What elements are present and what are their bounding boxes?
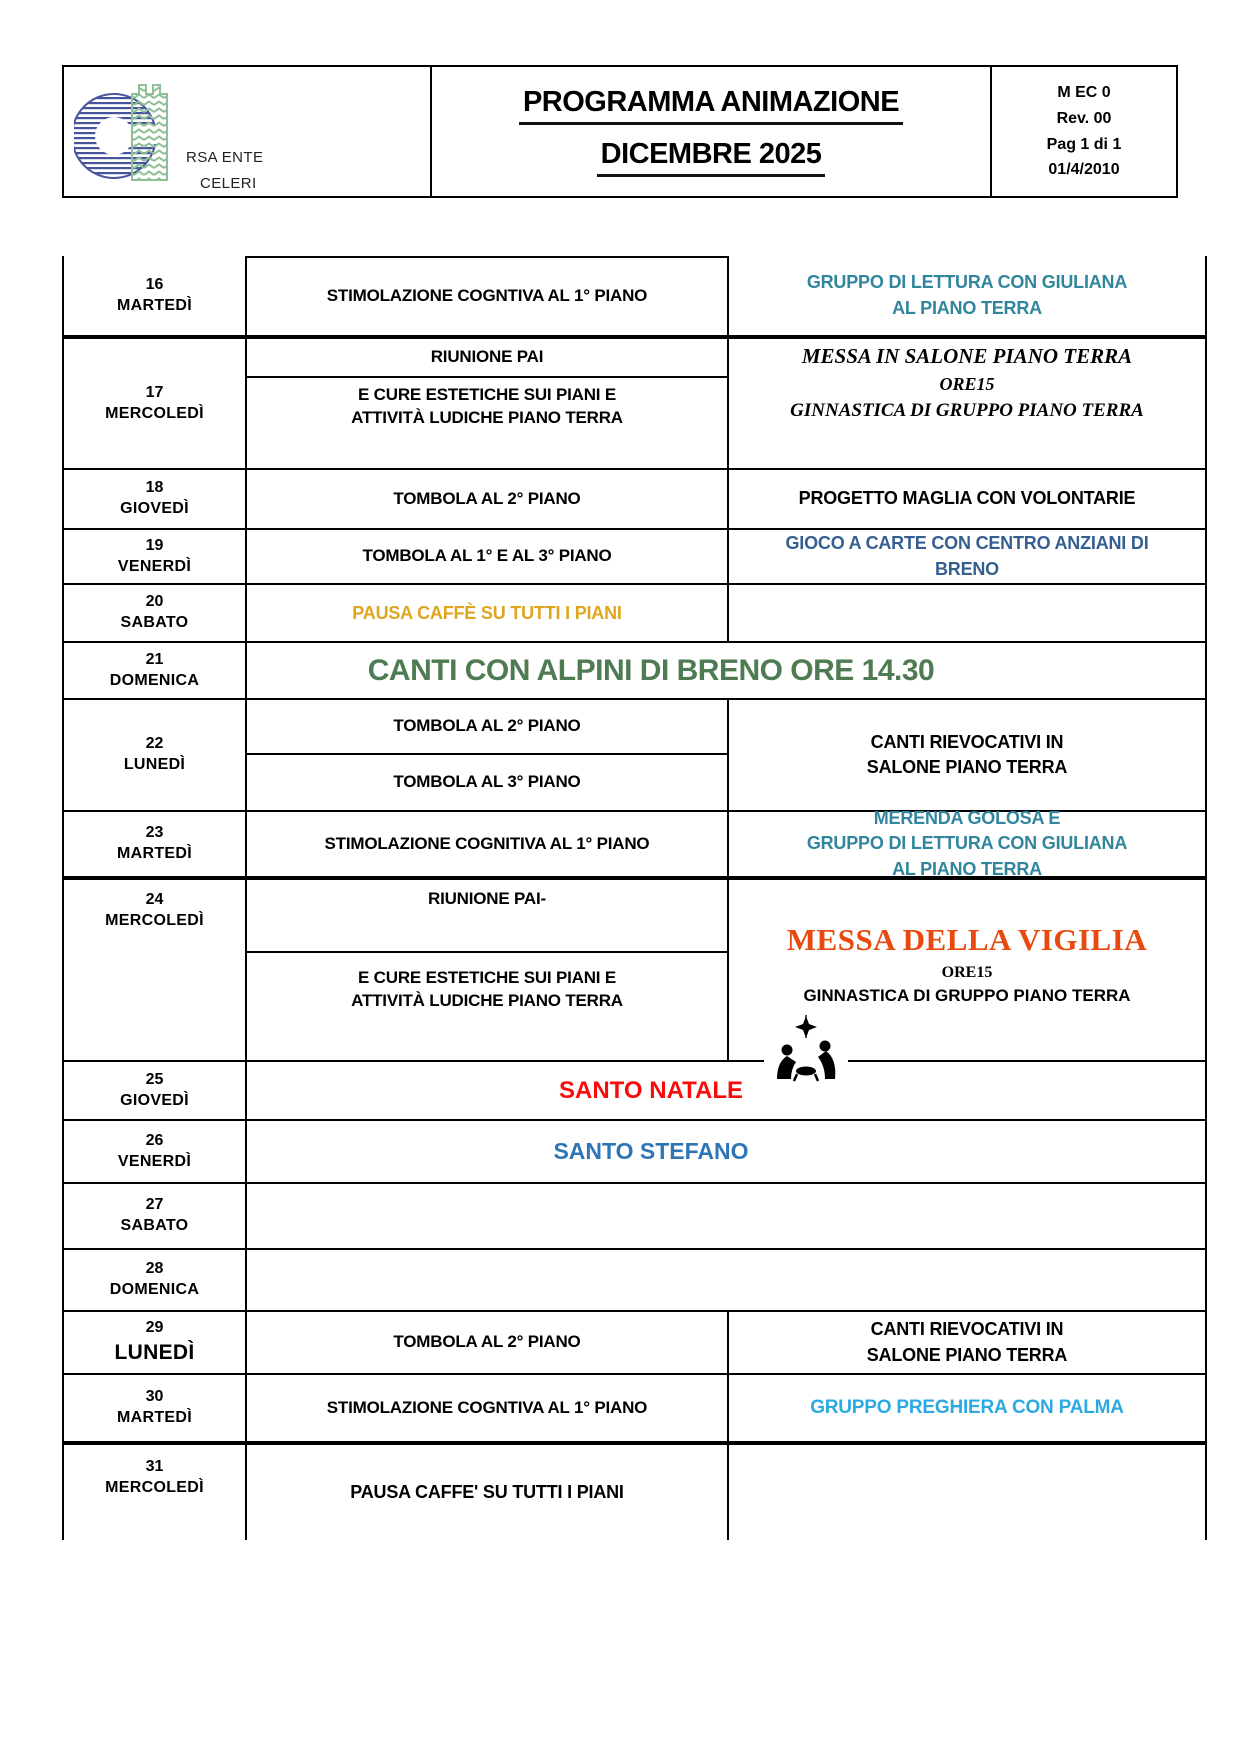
weekday-label: LUNEDÌ (123, 756, 186, 773)
banner-cell (247, 643, 1205, 698)
table-row-19 (64, 530, 1205, 585)
day-cell (64, 339, 247, 468)
schedule-table (62, 256, 1207, 1540)
activity-text: E CURE ESTETICHE SUI PIANI E (358, 385, 616, 404)
day-number: 31 (145, 1458, 164, 1475)
day-number: 18 (145, 479, 164, 497)
activity-subcell (247, 378, 727, 468)
activity-cell (247, 700, 729, 810)
day-cell (64, 700, 247, 810)
event-text: GRUPPO DI LETTURA CON GIULIANA (806, 833, 1128, 854)
doc-code: M EC 0 (1057, 84, 1111, 102)
day-number: 27 (145, 1196, 164, 1214)
activity-text: TOMBOLA AL 2° PIANO (393, 1332, 581, 1352)
activity-text: STIMOLAZIONE COGNITIVA AL 1° PIANO (324, 833, 650, 853)
event-text: CANTI RIEVOCATIVI IN (870, 1319, 1064, 1340)
activity-text: ATTIVITÀ LUDICHE PIANO TERRA (351, 407, 623, 427)
weekday-label: VENERDÌ (117, 557, 192, 575)
event-text: MERENDA GOLOSA E (873, 808, 1061, 829)
weekday-label: DOMENICA (109, 1281, 200, 1298)
event-cell (729, 808, 1205, 879)
doc-date: 01/4/2010 (1048, 161, 1120, 179)
day-number: 21 (145, 650, 164, 668)
activity-subcell (247, 755, 727, 810)
banner-cell-empty (247, 1250, 1205, 1310)
day-cell (64, 1121, 247, 1182)
day-number: 29 (145, 1319, 164, 1337)
weekday-label: SABATO (120, 1217, 189, 1234)
activity-subcell (247, 880, 727, 953)
event-cell (729, 470, 1205, 528)
activity-text: E CURE ESTETICHE SUI PIANI E (358, 968, 616, 987)
event-text: AL PIANO TERRA (892, 297, 1042, 318)
day-cell (64, 256, 247, 335)
banner-text: SANTO STEFANO (553, 1138, 749, 1164)
event-cell (729, 1312, 1205, 1373)
event-text: GINNASTICA DI GRUPPO PIANO TERRA (803, 985, 1131, 1005)
day-number: 20 (145, 593, 164, 611)
banner-text: CANTI CON ALPINI DI BRENO ORE 14.30 (367, 653, 935, 687)
activity-text: STIMOLAZIONE COGNTIVA AL 1° PIANO (326, 1397, 648, 1417)
table-row-26 (64, 1121, 1205, 1184)
activity-text: RIUNIONE PAI- (428, 889, 546, 908)
banner-text: SANTO NATALE (559, 1076, 743, 1104)
event-time: ORE15 (939, 374, 995, 394)
activity-cell (247, 812, 729, 876)
event-cell (729, 256, 1205, 335)
day-number: 25 (145, 1070, 164, 1088)
event-cell (729, 700, 1205, 810)
doc-page: Pag 1 di 1 (1046, 135, 1122, 153)
weekday-label: LUNEDÌ (114, 1341, 195, 1365)
doc-meta-cell (992, 67, 1176, 196)
event-cell-empty (729, 585, 1205, 641)
logo-cell (64, 67, 432, 196)
event-text: CANTI RIEVOCATIVI IN (870, 731, 1064, 752)
table-row-25 (64, 1062, 1205, 1121)
table-row-20 (64, 585, 1205, 643)
event-text: AL PIANO TERRA (892, 858, 1042, 879)
event-text: SALONE PIANO TERRA (866, 757, 1068, 777)
event-text: PROGETTO MAGLIA CON VOLONTARIE (798, 488, 1136, 509)
day-cell (64, 1250, 247, 1310)
activity-text: TOMBOLA AL 3° PIANO (393, 772, 581, 792)
table-row-28 (64, 1250, 1205, 1312)
day-cell (64, 1062, 247, 1119)
page-title-line2: DICEMBRE 2025 (597, 138, 826, 177)
table-row-30 (64, 1375, 1205, 1445)
day-number: 24 (145, 891, 164, 908)
event-cell (729, 339, 1205, 468)
banner-cell (247, 1062, 1205, 1119)
table-row-29 (64, 1312, 1205, 1375)
day-number: 22 (145, 735, 164, 753)
activity-subcell (247, 339, 727, 378)
org-name-line1: RSA ENTE (186, 149, 264, 166)
event-text: GRUPPO PREGHIERA CON PALMA (810, 1396, 1124, 1418)
weekday-label: DOMENICA (109, 671, 200, 689)
event-text: BRENO (934, 558, 999, 579)
day-cell (64, 1375, 247, 1441)
activity-cell (247, 256, 729, 335)
activity-cell (247, 1375, 729, 1441)
event-text: SALONE PIANO TERRA (866, 1344, 1068, 1365)
activity-text: PAUSA CAFFÈ SU TUTTI I PIANI (352, 602, 622, 623)
table-row-17 (64, 339, 1205, 470)
nativity-scene-icon (764, 1015, 848, 1083)
activity-cell (247, 530, 729, 583)
day-number: 19 (145, 536, 164, 554)
day-cell (64, 812, 247, 876)
building-logo-icon (74, 72, 182, 192)
banner-cell (247, 1121, 1205, 1182)
day-number: 30 (145, 1388, 164, 1406)
weekday-label: MERCOLEDÌ (105, 1478, 204, 1496)
table-row-22 (64, 700, 1205, 812)
day-number: 23 (145, 824, 164, 842)
day-number: 17 (145, 383, 164, 401)
day-cell (64, 470, 247, 528)
day-cell (64, 530, 247, 583)
title-cell (432, 67, 992, 196)
org-name (186, 145, 263, 196)
event-cell (729, 1375, 1205, 1441)
activity-cell (247, 880, 729, 1060)
day-cell (64, 1312, 247, 1373)
activity-text: PAUSA CAFFE' SU TUTTI I PIANI (350, 1482, 624, 1503)
activity-cell (247, 470, 729, 528)
day-number: 26 (145, 1131, 164, 1149)
table-row-18 (64, 470, 1205, 530)
weekday-label: GIOVEDÌ (120, 500, 189, 517)
activity-text: TOMBOLA AL 2° PIANO (393, 488, 581, 508)
activity-cell (247, 339, 729, 468)
activity-text: ATTIVITÀ LUDICHE PIANO TERRA (351, 990, 623, 1010)
activity-text: TOMBOLA AL 1° E AL 3° PIANO (362, 546, 612, 566)
day-cell (64, 880, 247, 1060)
event-cell-empty (729, 1445, 1205, 1540)
weekday-label: GIOVEDÌ (120, 1091, 189, 1109)
event-title: MESSA DELLA VIGILIA (786, 922, 1148, 958)
weekday-label: MARTEDÌ (117, 296, 192, 314)
table-row-21 (64, 643, 1205, 700)
event-text: GINNASTICA DI GRUPPO PIANO TERRA (790, 400, 1144, 421)
doc-revision: Rev. 00 (1056, 109, 1112, 127)
activity-text: STIMOLAZIONE COGNTIVA AL 1° PIANO (326, 286, 648, 306)
table-row-16 (64, 256, 1205, 339)
weekday-label: MARTEDÌ (117, 845, 192, 862)
event-text: GIOCO A CARTE CON CENTRO ANZIANI DI (785, 533, 1149, 554)
weekday-label: MARTEDÌ (117, 1409, 192, 1426)
activity-text: TOMBOLA AL 2° PIANO (393, 716, 581, 736)
event-time: ORE15 (941, 963, 993, 981)
event-text: MESSA IN SALONE PIANO TERRA (801, 344, 1133, 368)
activity-text: RIUNIONE PAI (430, 347, 544, 367)
table-row-31 (64, 1445, 1205, 1540)
day-cell (64, 643, 247, 698)
day-cell (64, 1184, 247, 1248)
banner-cell-empty (247, 1184, 1205, 1248)
activity-cell (247, 1312, 729, 1373)
activity-cell (247, 1445, 729, 1540)
activity-cell (247, 585, 729, 641)
table-row-24 (64, 880, 1205, 1062)
document-header (62, 65, 1178, 198)
day-cell (64, 1445, 247, 1540)
table-row-27 (64, 1184, 1205, 1250)
page-title-line1: PROGRAMMA ANIMAZIONE (519, 86, 903, 125)
event-cell (729, 530, 1205, 583)
weekday-label: SABATO (120, 614, 189, 631)
day-cell (64, 585, 247, 641)
org-name-line2: CELERI (200, 174, 257, 192)
activity-subcell (247, 953, 727, 1060)
weekday-label: MERCOLEDÌ (105, 404, 204, 422)
weekday-label: VENERDÌ (117, 1152, 192, 1170)
day-number: 16 (145, 275, 164, 293)
day-number: 28 (145, 1260, 164, 1278)
event-text: GRUPPO DI LETTURA CON GIULIANA (806, 272, 1128, 293)
activity-subcell (247, 700, 727, 755)
weekday-label: MERCOLEDÌ (105, 911, 204, 929)
